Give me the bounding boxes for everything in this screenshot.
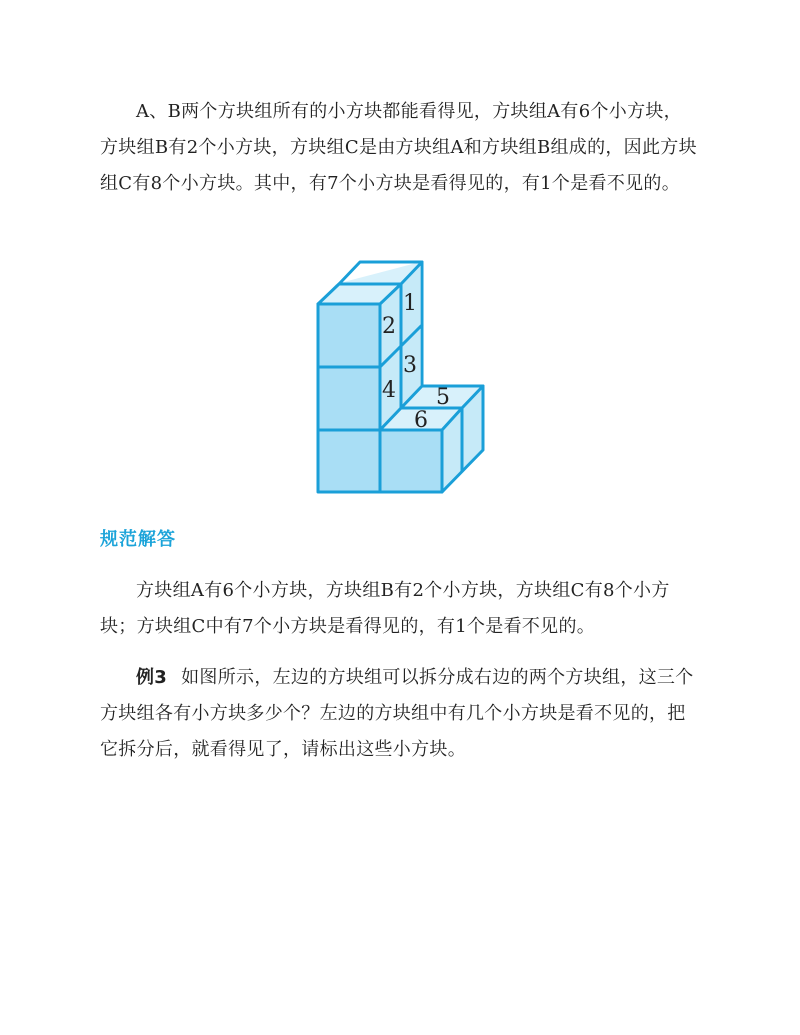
front-face-left-column [318, 304, 380, 492]
cube-label-1: 1 [403, 291, 417, 316]
intro-paragraph: A、B两个方块组所有的小方块都能看得见，方块组A有6个小方块，方块组B有2个小方块，方块组C是由方块组A和方块组B组成的，因此方块组C有8个小方块。其中，有7个小方块是看得见的，有1个是看不见的。 [100, 101, 697, 194]
cube-label-2: 2 [382, 314, 396, 339]
cube-stack-figure [290, 252, 510, 502]
cube-label-6: 6 [414, 408, 428, 433]
example-paragraph [100, 660, 700, 768]
example-label: 例3 [136, 667, 168, 688]
answer-paragraph: 方块组A有6个小方块，方块组B有2个小方块，方块组C有8个小方块；方块组C中有7个小方块是看得见的，有1个是看不见的。 [100, 580, 670, 637]
section-heading: 规范解答 [100, 529, 176, 550]
example-text: 如图所示，左边的方块组可以拆分成右边的两个方块组，这三个方块组各有小方块多少个？左边的方块组中有几个小方块是看不见的，把它拆分后，就看得见了，请标出这些小方块。 [100, 667, 694, 760]
cube-label-4: 4 [382, 378, 396, 403]
front-face-bottom-right [380, 430, 442, 492]
cube-label-5: 5 [436, 385, 450, 410]
cube-label-3: 3 [403, 353, 417, 378]
